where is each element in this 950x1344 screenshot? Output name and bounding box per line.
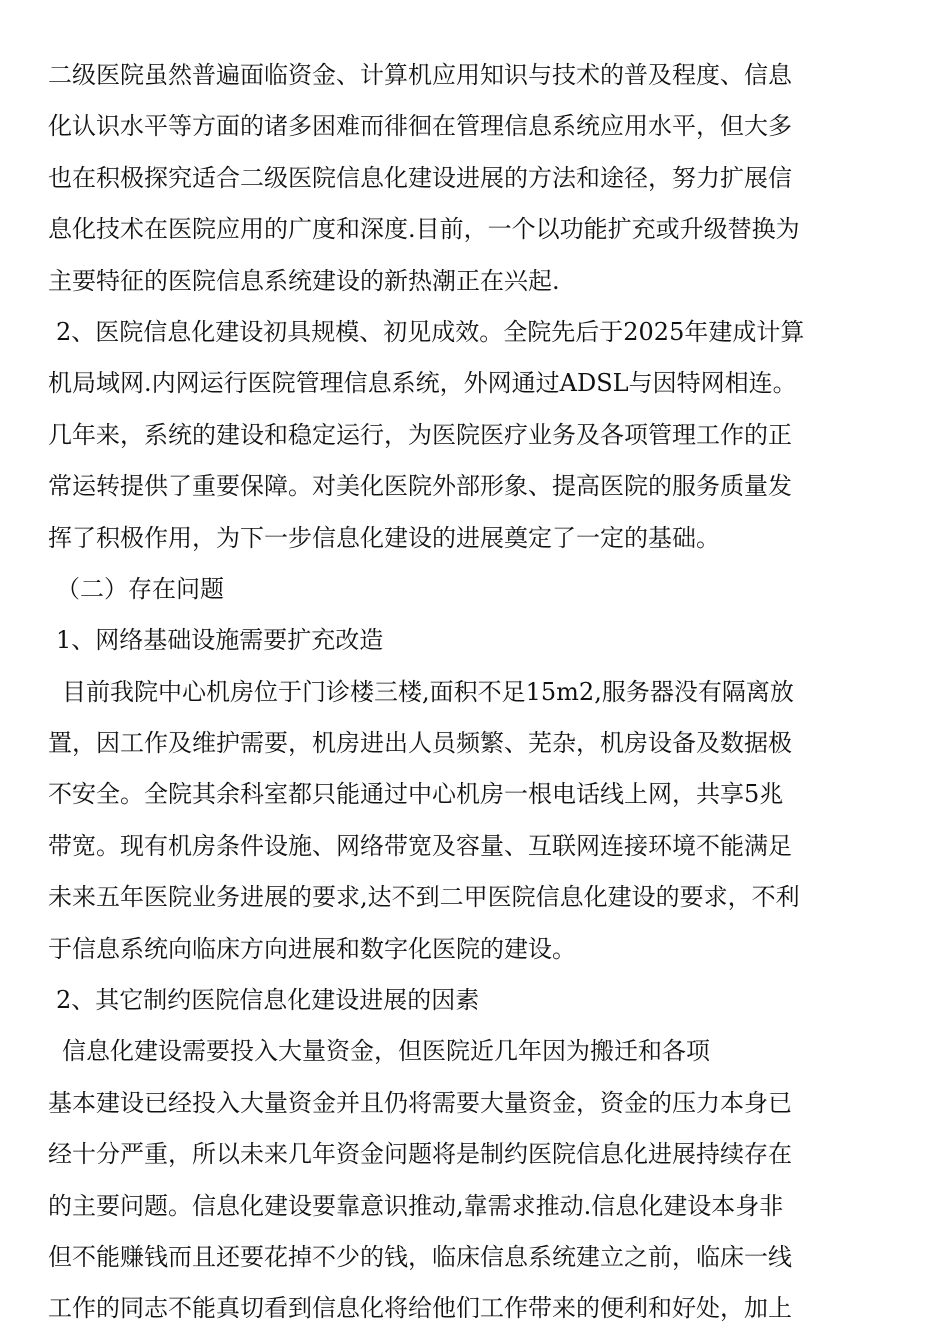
subsection-heading: 2、其它制约医院信息化建设进展的因素 xyxy=(56,986,480,1015)
text-line: 于信息系统向临床方向进展和数字化医院的建设。 xyxy=(48,934,576,963)
text-line: 息化技术在医院应用的广度和深度.目前，一个以功能扩充或升级替换为 xyxy=(48,215,800,244)
text-line: 工作的同志不能真切看到信息化将给他们工作带来的便利和好处，加上 xyxy=(48,1294,792,1323)
document-body xyxy=(48,50,908,1335)
text-line: 但不能赚钱而且还要花掉不少的钱，临床信息系统建立之前，临床一线 xyxy=(48,1242,792,1271)
text-line: 的主要问题。信息化建设要靠意识推动,靠需求推动.信息化建设本身非 xyxy=(48,1191,784,1220)
text-line: 也在积极探究适合二级医院信息化建设进展的方法和途径，努力扩展信 xyxy=(48,163,792,192)
text-line: 置，因工作及维护需要，机房进出人员频繁、芜杂，机房设备及数据极 xyxy=(48,729,792,758)
text-line: 2、医院信息化建设初具规模、初见成效。全院先后于2025年建成计算 xyxy=(56,317,805,346)
text-line: 化认识水平等方面的诸多困难而徘徊在管理信息系统应用水平，但大多 xyxy=(48,112,792,141)
text-line: 二级医院虽然普遍面临资金、计算机应用知识与技术的普及程度、信息 xyxy=(48,61,792,89)
text-line: 主要特征的医院信息系统建设的新热潮正在兴起. xyxy=(48,266,560,295)
text-line: 常运转提供了重要保障。对美化医院外部形象、提高医院的服务质量发 xyxy=(48,472,792,501)
text-line: 未来五年医院业务进展的要求,达不到二甲医院信息化建设的要求，不利 xyxy=(48,883,800,912)
text-line: 挥了积极作用，为下一步信息化建设的进展奠定了一定的基础。 xyxy=(48,523,720,552)
section-heading: （二）存在问题 xyxy=(56,574,224,603)
text-line: 机局域网.内网运行医院管理信息系统，外网通过ADSL与因特网相连。 xyxy=(48,369,797,398)
text-line: 信息化建设需要投入大量资金，但医院近几年因为搬迁和各项 xyxy=(62,1037,710,1066)
text-line: 不安全。全院其余科室都只能通过中心机房一根电话线上网，共享5兆 xyxy=(48,780,784,809)
text-line: 经十分严重，所以未来几年资金问题将是制约医院信息化进展持续存在 xyxy=(48,1140,792,1169)
text-line: 目前我院中心机房位于门诊楼三楼,面积不足15m2,服务器没有隔离放 xyxy=(62,677,794,706)
text-line: 几年来，系统的建设和稳定运行，为医院医疗业务及各项管理工作的正 xyxy=(48,420,792,449)
text-line: 基本建设已经投入大量资金并且仍将需要大量资金，资金的压力本身已 xyxy=(48,1088,792,1117)
subsection-heading: 1、网络基础设施需要扩充改造 xyxy=(56,626,384,655)
text-line: 带宽。现有机房条件设施、网络带宽及容量、互联网连接环境不能满足 xyxy=(48,831,792,860)
